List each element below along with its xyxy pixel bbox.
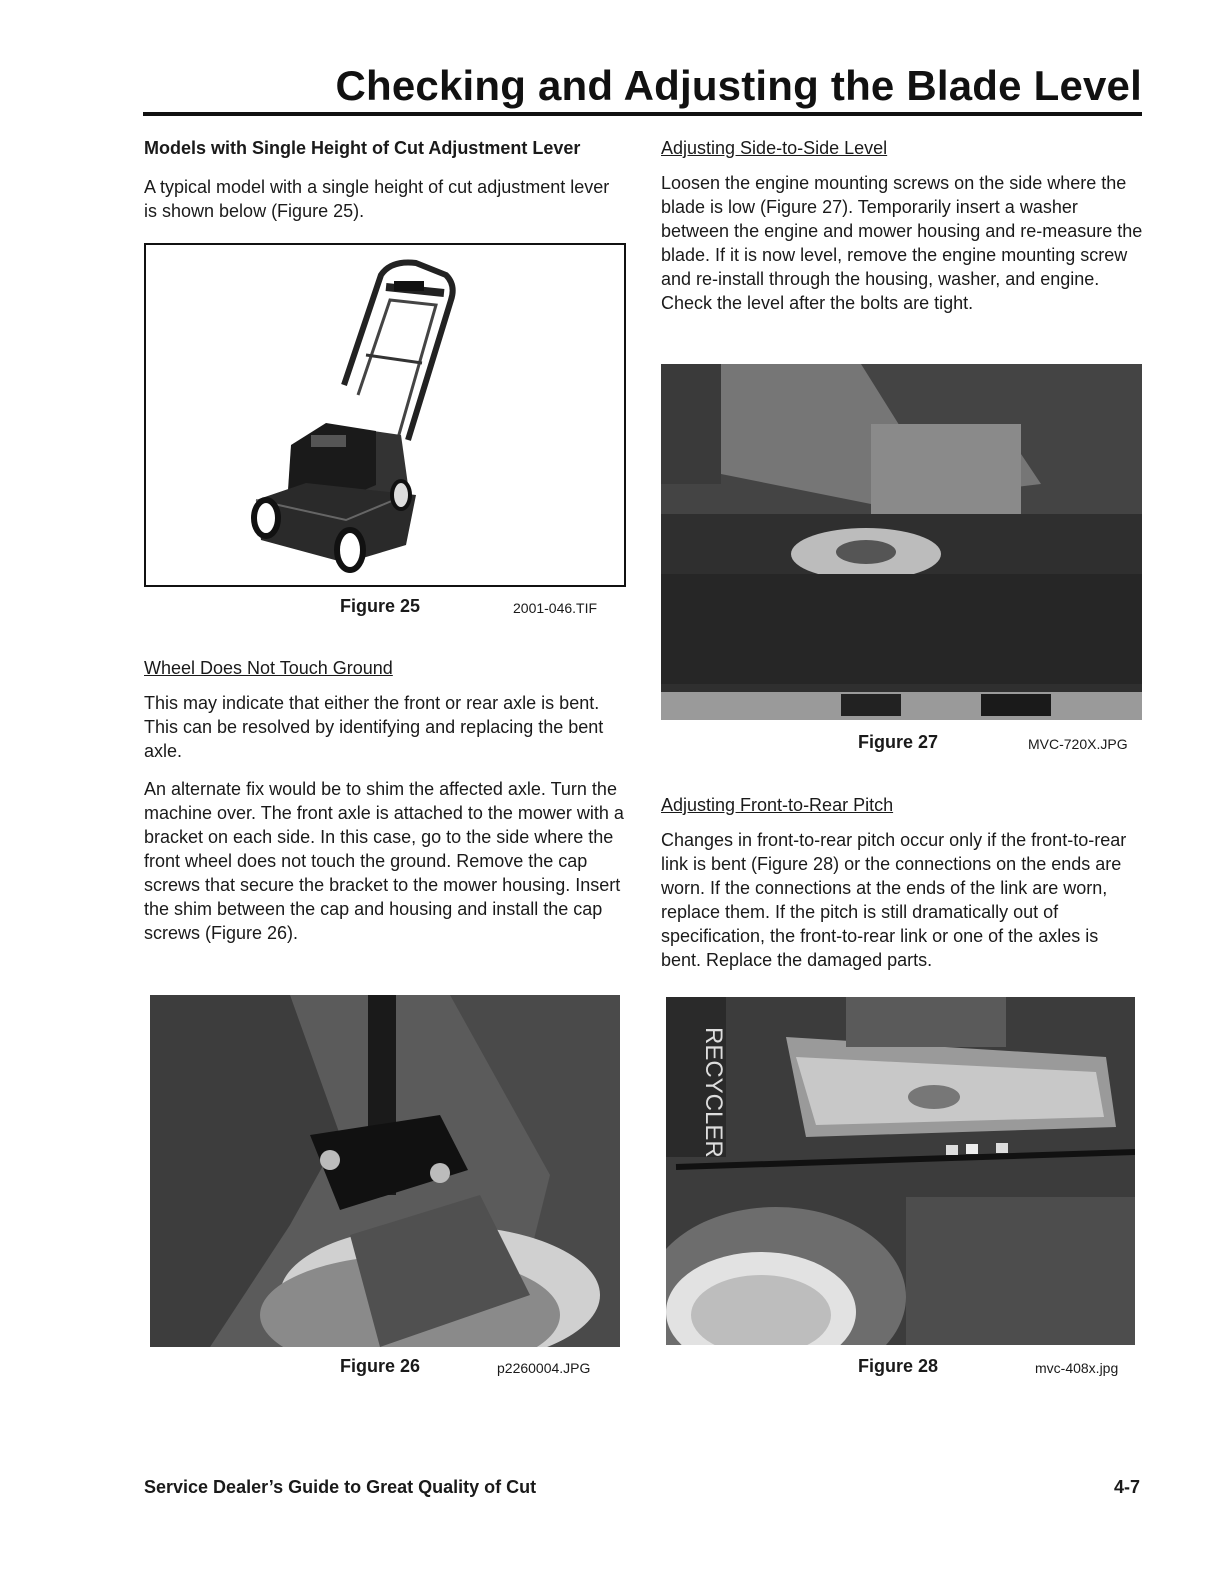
figure-28-caption: Figure 28 — [858, 1356, 939, 1376]
subhead-wheel-not-touch: Wheel Does Not Touch Ground — [144, 658, 393, 678]
figure-26-photo — [150, 995, 620, 1347]
figure-26-caption: Figure 26 — [340, 1356, 421, 1376]
figure-27-caption: Figure 27 — [858, 732, 939, 752]
subhead-side-to-side: Adjusting Side-to-Side Level — [661, 138, 888, 158]
recycler-label: RECYCLER — [700, 1027, 727, 1158]
figure-28-photo — [666, 997, 1135, 1345]
footer-title: Service Dealer’s Guide to Great Quality of Cut — [144, 1477, 537, 1497]
section-heading-single-lever: Models with Single Height of Cut Adjustment Lever — [144, 138, 581, 158]
wheel-paragraph-2: An alternate fix would be to shim the affected axle. Turn the machine over. The front axle is attached to the mower with a bracket on each side. In this case, go to the side where the front wheel does not touch the ground. Remove the cap screws that secure the bracket to the mower housing. Insert the shim between the cap and housing and install the cap screws (Figure 26). — [144, 779, 624, 943]
figure-25-caption: Figure 25 — [340, 596, 421, 616]
right-column-top — [661, 138, 1143, 329]
intro-paragraph: A typical model with a single height of cut adjustment lever is shown below (Figure 25). — [144, 177, 610, 221]
figure-26-filename: p2260004.JPG — [497, 1360, 591, 1376]
wheel-paragraph-1: This may indicate that either the front or rear axle is bent. This can be resolved by identifying and replacing the bent axle. — [144, 693, 604, 761]
figure-25-box — [144, 243, 626, 587]
page-number: 4-7 — [1113, 1477, 1140, 1497]
figure-25-filename: 2001-046.TIF — [513, 600, 598, 616]
side-to-side-paragraph: Loosen the engine mounting screws on the side where the blade is low (Figure 27). Temporarily insert a washer between the engine and mower housing and re-measure the blade. If it is now level, remove the engine mounting screw and re-install through the housing, washer, and engine. Check the level after the bolts are tight. — [661, 173, 1143, 313]
figure-28-filename: mvc-408x.jpg — [1035, 1360, 1119, 1376]
left-column-top — [144, 138, 626, 237]
figure-27-filename: MVC-720X.JPG — [1028, 736, 1128, 752]
right-column-middle — [661, 795, 1143, 986]
figure-27-photo — [661, 364, 1142, 720]
left-column-middle — [144, 658, 626, 959]
subhead-front-to-rear: Adjusting Front-to-Rear Pitch — [661, 795, 894, 815]
front-to-rear-paragraph: Changes in front-to-rear pitch occur only if the front-to-rear link is bent (Figure 28) or the connections on the ends are worn. If the connections at the ends of the link are worn, replace them. If the pitch is still dramatically out of specification, the front-to-rear link or one of the axles is bent. Replace the damaged parts. — [661, 830, 1127, 970]
page-title: Checking and Adjusting the Blade Level — [335, 62, 1142, 109]
lawn-mower-illustration — [146, 245, 624, 585]
title-rule — [143, 112, 1142, 116]
